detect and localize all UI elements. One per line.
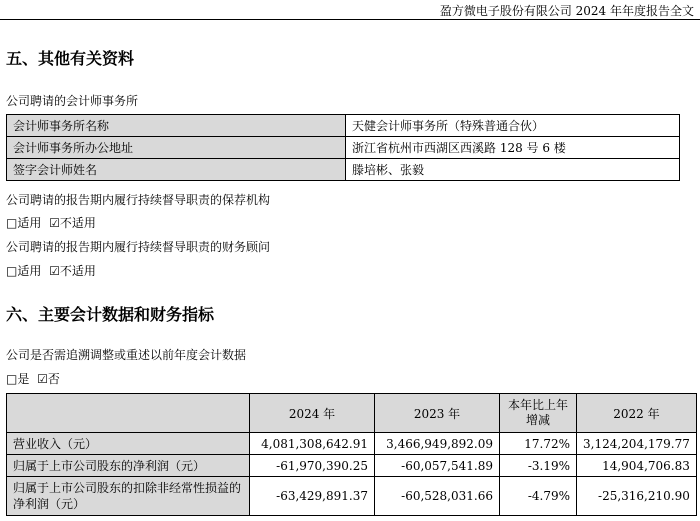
- cell-change: 17.72%: [500, 433, 577, 455]
- report-header-title: 盈方微电子股份有限公司 2024 年年度报告全文: [439, 4, 694, 18]
- table-row: [7, 455, 697, 477]
- cell-change: -3.19%: [500, 455, 577, 477]
- auditor-name-label: 会计师事务所名称: [7, 115, 346, 137]
- sponsor-options: [6, 214, 96, 231]
- table-header-row: [7, 394, 697, 433]
- advisor-not-applicable-checkbox: ☑不适用: [49, 264, 96, 278]
- restate-question: 公司是否需追溯调整或重述以前年度会计数据: [6, 348, 247, 362]
- page-header: [0, 0, 700, 20]
- sponsor-applicable-checkbox: □适用: [6, 216, 42, 230]
- cell-2023: -60,057,541.89: [375, 455, 500, 477]
- header-change-line1: 本年比上年: [507, 398, 568, 412]
- signing-accountant-label: 签字会计师姓名: [7, 159, 346, 181]
- cell-2022: 3,124,204,179.77: [577, 433, 697, 455]
- cell-change: -4.79%: [500, 477, 577, 516]
- cell-2022: -25,316,210.90: [577, 477, 697, 516]
- row-label: 营业收入（元）: [7, 433, 250, 455]
- cell-2022: 14,904,706.83: [577, 455, 697, 477]
- auditor-address-label: 会计师事务所办公地址: [7, 137, 346, 159]
- auditor-name-value: 天健会计师事务所（特殊普通合伙）: [346, 115, 680, 137]
- section5-title: 五、其他有关资料: [6, 49, 135, 68]
- header-2023: 2023 年: [375, 394, 500, 433]
- table-row: [7, 433, 697, 455]
- table-row: [7, 159, 680, 181]
- restate-yes-checkbox: □是: [6, 372, 30, 386]
- sponsor-not-applicable-checkbox: ☑不适用: [49, 216, 96, 230]
- advisor-applicable-checkbox: □适用: [6, 264, 42, 278]
- row-label: 归属于上市公司股东的扣除非经常性损益的净利润（元）: [7, 477, 250, 516]
- cell-2024: -61,970,390.25: [250, 455, 375, 477]
- cell-2024: 4,081,308,642.91: [250, 433, 375, 455]
- signing-accountant-value: 滕培彬、张毅: [346, 159, 680, 181]
- auditor-address-value: 浙江省杭州市西湖区西溪路 128 号 6 楼: [346, 137, 680, 159]
- cell-2023: -60,528,031.66: [375, 477, 500, 516]
- restate-no-checkbox: ☑否: [37, 372, 60, 386]
- header-2024: 2024 年: [250, 394, 375, 433]
- auditor-intro: 公司聘请的会计师事务所: [6, 94, 139, 108]
- sponsor-text: 公司聘请的报告期内履行持续督导职责的保荐机构: [6, 193, 271, 207]
- header-2022: 2022 年: [577, 394, 697, 433]
- advisor-options: [6, 262, 96, 279]
- table-row: [7, 477, 697, 516]
- auditor-table: [6, 114, 680, 181]
- cell-2023: 3,466,949,892.09: [375, 433, 500, 455]
- advisor-text: 公司聘请的报告期内履行持续督导职责的财务顾问: [6, 240, 271, 254]
- header-change-line2: 增减: [525, 413, 550, 427]
- restate-options: [6, 370, 60, 387]
- table-row: [7, 137, 680, 159]
- section6-title: 六、主要会计数据和财务指标: [6, 305, 215, 324]
- table-row: [7, 115, 680, 137]
- row-label: 归属于上市公司股东的净利润（元）: [7, 455, 250, 477]
- header-change: [500, 394, 577, 433]
- header-blank-cell: [7, 394, 250, 433]
- financial-indicators-table: [6, 393, 697, 516]
- cell-2024: -63,429,891.37: [250, 477, 375, 516]
